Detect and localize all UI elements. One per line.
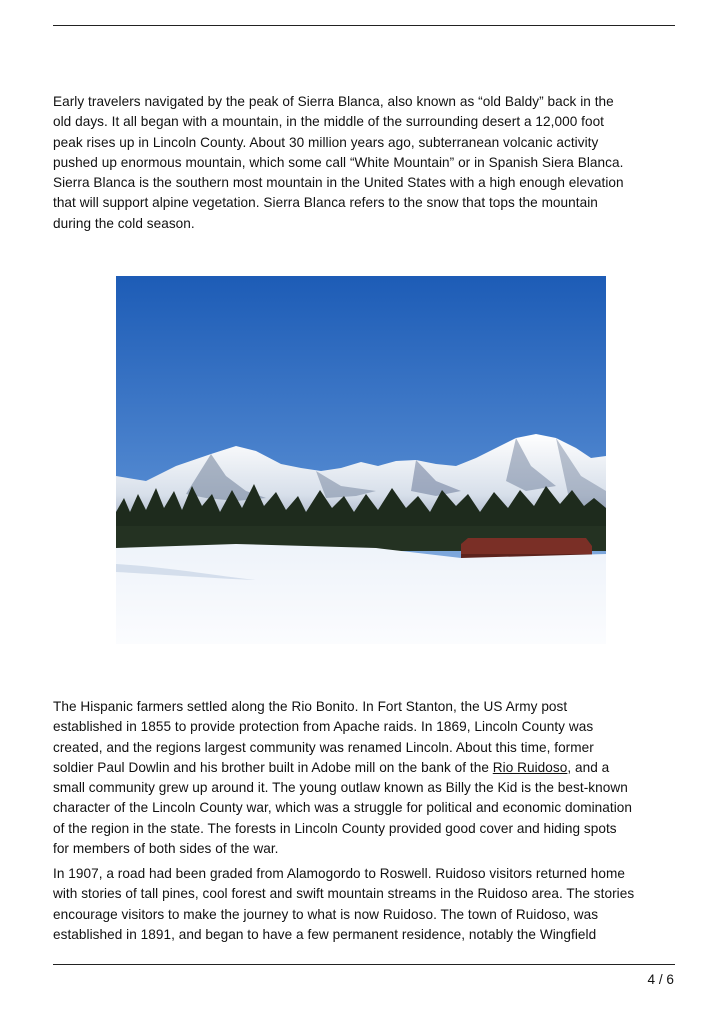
text-segment: soldier Paul Dowlin and his brother built in Adobe mill on the bank of the	[53, 759, 493, 775]
paragraph-ruidoso-history	[53, 864, 683, 945]
header-rule	[53, 25, 675, 26]
paragraph-sierra-blanca	[53, 92, 683, 234]
text-line-with-link	[53, 758, 683, 778]
text-line: small community grew up around it. The young outlaw known as Billy the Kid is the best-known	[53, 780, 628, 796]
text-line: that will support alpine vegetation. Sierra Blanca refers to the snow that tops the mountain	[53, 195, 598, 211]
footer-rule	[53, 964, 675, 965]
text-line: old days. It all began with a mountain, in the middle of the surrounding desert a 12,000 foot	[53, 114, 605, 130]
text-line: peak rises up in Lincoln County. About 30 million years ago, subterranean volcanic activity	[53, 134, 599, 150]
text-line: encourage visitors to make the journey to what is now Ruidoso. The town of Ruidoso, was	[53, 906, 599, 922]
text-line: established in 1855 to provide protection from Apache raids. In 1869, Lincoln County was	[53, 719, 594, 735]
text-line: for members of both sides of the war.	[53, 841, 279, 857]
text-line: created, and the regions largest community was renamed Lincoln. About this time, former	[53, 739, 594, 755]
text-line: with stories of tall pines, cool forest and swift mountain streams in the Ruidoso area. The stories	[53, 886, 635, 902]
text-line: character of the Lincoln County war, which was a struggle for political and economic domination	[53, 800, 633, 816]
text-line: Early travelers navigated by the peak of Sierra Blanca, also known as “old Baldy” back in the	[53, 94, 614, 109]
rio-ruidoso-link[interactable]: Rio Ruidoso	[492, 759, 568, 775]
sierra-blanca-photo	[116, 276, 606, 644]
text-line: In 1907, a road had been graded from Alamogordo to Roswell. Ruidoso visitors returned home	[53, 866, 625, 881]
text-line: during the cold season.	[53, 215, 195, 231]
page-number: 4 / 6	[647, 972, 674, 987]
text-line: of the region in the state. The forests in Lincoln County provided good cover and hiding spots	[53, 820, 617, 836]
paragraph-lincoln-county-history	[53, 697, 683, 859]
text-line: pushed up enormous mountain, which some call “White Mountain” or in Spanish Siera Blanca.	[53, 154, 624, 170]
text-line: Sierra Blanca is the southern most mountain in the United States with a high enough elevation	[53, 175, 624, 191]
text-segment: , and a	[567, 759, 610, 775]
text-line: The Hispanic farmers settled along the Rio Bonito. In Fort Stanton, the US Army post	[53, 699, 568, 714]
text-line: established in 1891, and began to have a few permanent residence, notably the Wingfield	[53, 926, 597, 942]
